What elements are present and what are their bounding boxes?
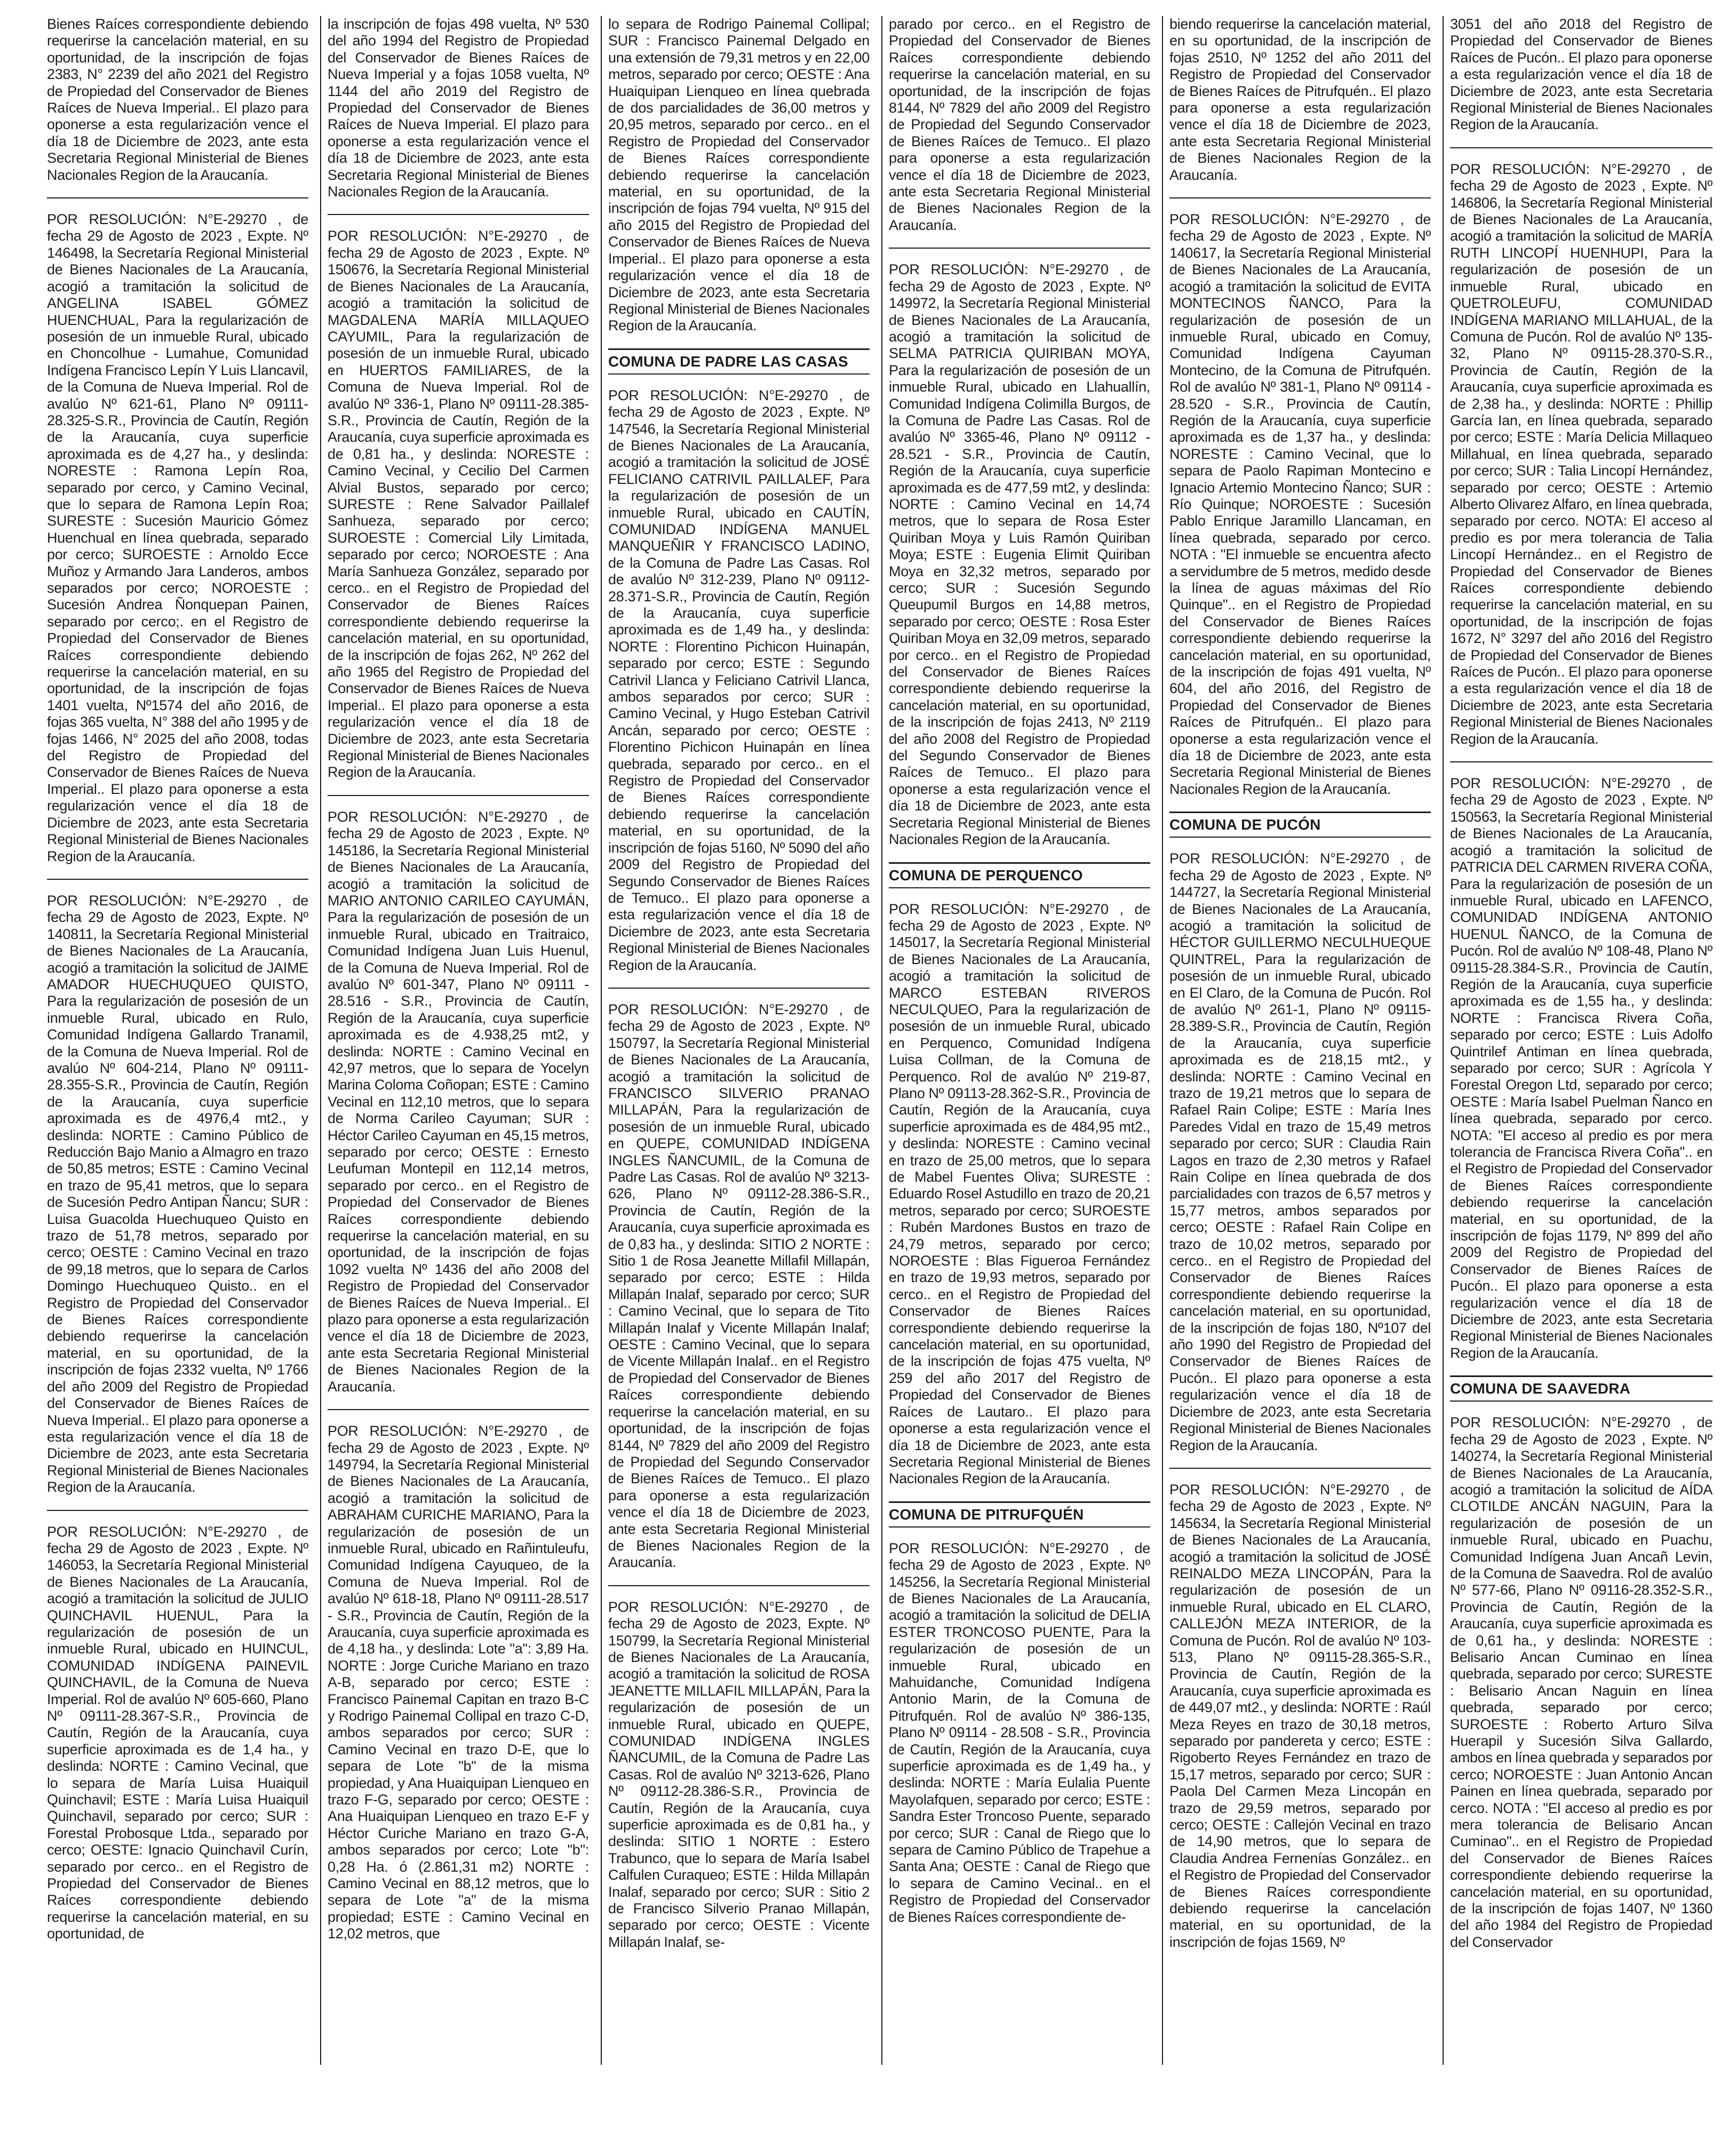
notice-text: la inscripción de fojas 498 vuelta, Nº 530 del año 1994 del Registro de Propiedad del Conservador de Bienes Raíces de Nueva Imperial y a fojas 1058 vuelta, Nº 1144 del año 2019 del Registro de Propiedad del Conservador de Bienes Raíces de Nueva Imperial. El plazo para oponerse a esta regularización vence el día 18 de Diciembre de 2023, ante esta Secretaria Regional Ministerial de Bienes Nacionales Region de la Araucanía.: [328, 16, 589, 200]
notice-separator: [1169, 1468, 1431, 1469]
section-heading: COMUNA DE PERQUENCO: [889, 862, 1150, 888]
section-heading: COMUNA DE PUCÓN: [1169, 812, 1431, 838]
notice-text: POR RESOLUCIÓN: N°E-29270 , de fecha 29 de Agosto de 2023 , Expte. Nº 149972, la Secretaría Regional Ministerial de Bienes Nacionales de La Araucanía, acogió a tramitación la solicitud de SELMA PATRICIA QUIRIBAN MOYA, Para la regularización de posesión de un inmueble Rural, ubicado en Llahuallín, Comunidad Indígena Colimilla Burgos, de la Comuna de Padre Las Casas. Rol de avalúo Nº 3365-46, Plano Nº 09112 - 28.521 - S.R., Provincia de Cautín, Región de la Araucanía, cuya superficie aproximada es de 477,59 mt2, y deslinda: NORTE : Camino Vecinal en 14,74 metros, que lo separa de Rosa Ester Quiriban Moya y Luis Ramón Quiriban Moya; ESTE : Eugenia Elimit Quiriban Moya en 32,32 metros, separado por cerco; SUR : Sucesión Segundo Queupumil Burgos en 14,88 metros, separado por cerco; OESTE : Rosa Ester Quiriban Moya en 32,09 metros, separado por cerco.. en el Registro de Propiedad del Conservador de Bienes Raíces correspondiente debiendo requerirse la cancelación material, en su oportunidad, de la inscripción de fojas 2413, Nº 2119 del año 2008 del Registro de Propiedad del Segundo Conservador de Bienes Raíces de Temuco.. El plazo para oponerse a esta regularización vence el día 18 de Diciembre de 2023, ante esta Secretaria Regional Ministerial de Bienes Nacionales Region de la Araucanía.: [889, 261, 1150, 848]
notice-text: parado por cerco.. en el Registro de Propiedad del Conservador de Bienes Raíces correspondiente debiendo requerirse la cancelación material, en su oportunidad, de la inscripción de fojas 8144, Nº 7829 del año 2009 del Registro de Propiedad del Segundo Conservador de Bienes Raíces de Temuco.. El plazo para oponerse a esta regularización vence el día 18 de Diciembre de 2023, ante esta Secretaria Regional Ministerial de Bienes Nacionales Region de la Araucanía.: [889, 16, 1150, 233]
legal-notice: [47, 1524, 308, 1943]
notice-text: POR RESOLUCIÓN: N°E-29270 , de fecha 29 de Agosto de 2023 , Expte. Nº 149794, la Secretaría Regional Ministerial de Bienes Nacionales de La Araucanía, acogió a tramitación la solicitud de ABRAHAM CURICHE MARIANO, Para la regularización de posesión de un inmueble Rural, ubicado en Rañintuleufu, Comunidad Indígena Cayuqueo, de la Comuna de Nueva Imperial. Rol de avalúo Nº 618-18, Plano Nº 09111-28.517 - S.R., Provincia de Cautín, Región de la Araucanía, cuya superficie aproximada es de 4,18 ha., y deslinda: Lote "a": 3,89 Ha. NORTE : Jorge Curiche Mariano en trazo A-B, separado por cerco; ESTE : Francisco Painemal Capitan en trazo B-C y Rodrigo Painemal Collipal en trazo C-D, ambos separados por cerco; SUR : Camino Vecinal en trazo D-E, que lo separa de Lote "b" de la misma propiedad, y Ana Huaiquipan Lienqueo en trazo F-G, separado por cerco; OESTE : Ana Huaiquipan Lienqueo en trazo E-F y Héctor Curiche Mariano en trazo G-A, ambos separados por cerco; Lote "b": 0,28 Ha. ó (2.861,31 m2) NORTE : Camino Vecinal en 88,12 metros, que lo separa de Lote "a" de la misma propiedad; ESTE : Camino Vecinal en 12,02 metros, que: [328, 1423, 589, 1942]
section-heading: COMUNA DE SAAVEDRA: [1450, 1375, 1713, 1402]
notice-text: POR RESOLUCIÓN: N°E-29270 , de fecha 29 de Agosto de 2023 , Expte. Nº 145186, la Secretaría Regional Ministerial de Bienes Nacionales de La Araucanía, acogió a tramitación la solicitud de MARIO ANTONIO CARILEO CAYUMÁN, Para la regularización de posesión de un inmueble Rural, ubicado en Traitraico, Comunidad Indígena Juan Luis Huenul, de la Comuna de Nueva Imperial. Rol de avalúo Nº 601-347, Plano Nº 09111 - 28.516 - S.R., Provincia de Cautín, Región de la Araucanía, cuya superficie aproximada es de 4.938,25 mt2, y deslinda: NORTE : Camino Vecinal en 42,97 metros, que lo separa de Yocelyn Marina Coloma Coñopan; ESTE : Camino Vecinal en 112,10 metros, que lo separa de Norma Carileo Cayuman; SUR : Héctor Carileo Cayuman en 45,15 metros, separado por cerco; OESTE : Ernesto Leufuman Montepil en 112,14 metros, separado por cerco.. en el Registro de Propiedad del Conservador de Bienes Raíces correspondiente debiendo requerirse la cancelación material, en su oportunidad, de la inscripción de fojas 1092 vuelta Nº 1436 del año 2008 del Registro de Propiedad del Conservador de Bienes Raíces de Nueva Imperial.. El plazo para oponerse a esta regularización vence el día 18 de Diciembre de 2023, ante esta Secretaria Regional Ministerial de Bienes Nacionales Region de la Araucanía.: [328, 808, 589, 1395]
legal-notice: [889, 16, 1150, 234]
legal-notice: [328, 809, 589, 1395]
legal-notice: [328, 1423, 589, 1943]
notice-text: POR RESOLUCIÓN: N°E-29270 , de fecha 29 de Agosto de 2023 , Expte. Nº 140274, la Secretaría Regional Ministerial de Bienes Nacionales de La Araucanía, acogió a tramitación la solicitud de AÍDA CLOTILDE ANCÁN NAGUIN, Para la regularización de posesión de un inmueble Rural, ubicado en Puachu, Comunidad Indígena Juan Ancañ Levin, de la Comuna de Saavedra. Rol de avalúo Nº 577-66, Plano Nº 09116-28.352-S.R., Provincia de Cautín, Región de la Araucanía, cuya superficie aproximada es de 0,61 ha., y deslinda: NORESTE : Belisario Ancan Cuminao en línea quebrada, separado por cerco; SURESTE : Belisario Ancan Naguin en línea quebrada, separado por cerco; SUROESTE : Roberto Arturo Silva Huerapil y Sucesión Silva Gallardo, ambos en línea quebrada y separados por cerco; NOROESTE : Juan Antonio Ancan Painen en línea quebrada, separado por cerco. NOTA : "El acceso al predio es por mera tolerancia de Belisario Ancan Cuminao".. en el Registro de Propiedad del Conservador de Bienes Raíces correspondiente debiendo requerirse la cancelación material, en su oportunidad, de la inscripción de fojas 1407, Nº 1360 del año 1984 del Registro de Propiedad del Conservador: [1450, 1414, 1713, 1950]
legal-notice: [328, 16, 589, 200]
column-2: [328, 16, 602, 2065]
legal-notice: [47, 211, 308, 865]
legal-notice: [1169, 16, 1431, 184]
legal-notice: [889, 1540, 1150, 1926]
column-5: [1169, 16, 1444, 2065]
notice-text: POR RESOLUCIÓN: N°E-29270 , de fecha 29 de Agosto de 2023 , Expte. Nº 146053, la Secretaría Regional Ministerial de Bienes Nacionales de La Araucanía, acogió a tramitación la solicitud de JULIO QUINCHAVIL HUENUL, Para la regularización de posesión de un inmueble Rural, ubicado en HUINCUL, COMUNIDAD INDÍGENA PAINEVIL QUINCHAVIL, de la Comuna de Nueva Imperial. Rol de avalúo Nº 605-660, Plano Nº 09111-28.367-S.R., Provincia de Cautín, Región de la Araucanía, cuya superficie aproximada es de 1,4 ha., y deslinda: NORTE : Camino Vecinal, que lo separa de María Luisa Huaiquil Quinchavil; ESTE : María Luisa Huaiquil Quinchavil, separado por cerco; SUR : Forestal Probosque Ltda., separado por cerco; OESTE: Ignacio Quinchavil Curín, separado por cerco.. en el Registro de Propiedad del Conservador de Bienes Raíces correspondiente debiendo requerirse la cancelación material, en su oportunidad, de: [47, 1523, 308, 1942]
notice-text: POR RESOLUCIÓN: N°E-29270 , de fecha 29 de Agosto de 2023 , Expte. Nº 145017, la Secretaría Regional Ministerial de Bienes Nacionales de La Araucanía, acogió a tramitación la solicitud de MARCO ESTEBAN RIVEROS NECULQUEO, Para la regularización de posesión de un inmueble Rural, ubicado en Perquenco, Comunidad Indígena Luisa Collman, de la Comuna de Perquenco. Rol de avalúo Nº 219-87, Plano Nº 09113-28.362-S.R., Provincia de Cautín, Región de la Araucanía, cuya superficie aproximada es de 484,95 mt2., y deslinda: NORESTE : Camino vecinal en trazo de 25,00 metros, que lo separa de Mabel Fuentes Oliva; SURESTE : Eduardo Rosel Astudillo en trazo de 20,21 metros, separado por cerco; SUROESTE : Rubén Mardones Bustos en trazo de 24,79 metros, separado por cerco; NOROESTE : Blas Figueroa Fernández en trazo de 19,93 metros, separado por cerco.. en el Registro de Propiedad del Conservador de Bienes Raíces correspondiente debiendo requerirse la cancelación material, en su oportunidad, de la inscripción de fojas 475 vuelta, Nº 259 del año 2017 del Registro de Propiedad del Conservador de Bienes Raíces de Lautaro.. El plazo para oponerse a esta regularización vence el día 18 de Diciembre de 2023, ante esta Secretaria Regional Ministerial de Bienes Nacionales Region de la Araucanía.: [889, 901, 1150, 1487]
notice-separator: [608, 1585, 870, 1586]
notice-text: POR RESOLUCIÓN: N°E-29270 , de fecha 29 de Agosto de 2023 , Expte. Nº 150563, la Secretaría Regional Ministerial de Bienes Nacionales de La Araucanía, acogió a tramitación la solicitud de PATRICIA DEL CARMEN RIVERA COÑA, Para la regularización de posesión de un inmueble Rural, ubicado en LAFENCO, COMUNIDAD INDÍGENA ANTONIO HUENUL ÑANCO, de la Comuna de Pucón. Rol de avalúo Nº 108-48, Plano Nº 09115-28.384-S.R., Provincia de Cautín, Región de la Araucanía, cuya superficie aproximada es de 1,55 ha., y deslinda: NORTE : Francisca Rivera Coña, separado por cerco; ESTE : Luis Adolfo Quintrilef Antiman en línea quebrada, separado por cerco; SUR : Agrícola Y Forestal Oregon Ltd, separado por cerco; OESTE : María Isabel Puelman Ñanco en línea quebrada, separado por cerco. NOTA: "El acceso al predio es por mera tolerancia de Francisca Rivera Coña".. en el Registro de Propiedad del Conservador de Bienes Raíces correspondiente debiendo requerirse la cancelación material, en su oportunidad, de la inscripción de fojas 1179, Nº 899 del año 2009 del Registro de Propiedad del Conservador de Bienes Raíces de Pucón.. El plazo para oponerse a esta regularización vence el día 18 de Diciembre de 2023, ante esta Secretaria Regional Ministerial de Bienes Nacionales Region de la Araucanía.: [1450, 775, 1713, 1361]
legal-notice: [1450, 161, 1713, 747]
legal-notice: [608, 387, 870, 974]
column-1: [47, 16, 321, 2065]
notice-text: POR RESOLUCIÓN: N°E-29270 , de fecha 29 de Agosto de 2023 , Expte. Nº 146498, la Secretaría Regional Ministerial de Bienes Nacionales de La Araucanía, acogió a tramitación la solicitud de ANGELINA ISABEL GÓMEZ HUENCHUAL, Para la regularización de posesión de un inmueble Rural, ubicado en Choncolhue - Lumahue, Comunidad Indígena Francisco Lepín Y Luis Llancavil, de la Comuna de Nueva Imperial. Rol de avalúo Nº 621-61, Plano Nº 09111-28.325-S.R., Provincia de Cautín, Región de la Araucanía, cuya superficie aproximada es de 4,27 ha., y deslinda: NORESTE : Ramona Lepín Roa, separado por cerco, y Camino Vecinal, que lo separa de Ramona Lepín Roa; SURESTE : Sucesión Mauricio Gómez Huenchual en línea quebrada, separado por cerco; SUROESTE : Arnoldo Ecce Muñoz y Armando Jara Landeros, ambos separados por cerco; NOROESTE : Sucesión Andrea Ñonquepan Painen, separado por cerco;. en el Registro de Propiedad del Conservador de Bienes Raíces correspondiente debiendo requerirse la cancelación material, en su oportunidad, de la inscripción de fojas 1401 vuelta, Nº1574 del año 2016, de fojas 365 vuelta, N° 388 del año 1995 y de fojas 1466, N° 2025 del año 2008, todas del Registro de Propiedad del Conservador de Bienes Raíces de Nueva Imperial.. El plazo para oponerse a esta regularización vence el día 18 de Diciembre de 2023, ante esta Secretaria Regional Ministerial de Bienes Nacionales Region de la Araucanía.: [47, 211, 308, 864]
notice-separator: [1450, 761, 1713, 762]
legal-notice: [608, 16, 870, 335]
notice-separator: [328, 795, 589, 796]
notice-separator: [47, 879, 308, 880]
notice-text: POR RESOLUCIÓN: N°E-29270 , de fecha 29 de Agosto de 2023 , Expte. Nº 147546, la Secretaría Regional Ministerial de Bienes Nacionales de La Araucanía, acogió a tramitación la solicitud de JOSÉ FELICIANO CATRIVIL PAILLALEF, Para la regularización de posesión de un inmueble Rural, ubicado en CAUTÍN, COMUNIDAD INDÍGENA MANUEL MANQUEÑIR Y FRANCISCO LADINO, de la Comuna de Padre Las Casas. Rol de avalúo Nº 312-239, Plano Nº 09112-28.371-S.R., Provincia de Cautín, Región de la Araucanía, cuya superficie aproximada es de 1,49 ha., y deslinda: NORTE : Florentino Pichicon Huinapán, separado por cerco; ESTE : Segundo Catrivil Llanca y Feliciano Catrivil Llanca, ambos separados por cerco; SUR : Camino Vecinal, y Hugo Esteban Catrivil Ancán, separado por cerco; OESTE : Florentino Pichicon Huinapán en línea quebrada, separado por cerco.. en el Registro de Propiedad del Conservador de Bienes Raíces correspondiente debiendo requerirse la cancelación material, en su oportunidad, de la inscripción de fojas 5160, Nº 5090 del año 2009 del Registro de Propiedad del Segundo Conservador de Bienes Raíces de Temuco.. El plazo para oponerse a esta regularización vence el día 18 de Diciembre de 2023, ante esta Secretaria Regional Ministerial de Bienes Nacionales Region de la Araucanía.: [608, 387, 870, 973]
notice-separator: [47, 1510, 308, 1511]
section-heading: COMUNA DE PITRUFQUÉN: [889, 1501, 1150, 1528]
legal-notice: [889, 901, 1150, 1487]
legal-notice: [1169, 850, 1431, 1454]
section-heading: COMUNA DE PADRE LAS CASAS: [608, 348, 870, 375]
notice-text: POR RESOLUCIÓN: N°E-29270 , de fecha 29 de Agosto de 2023 , Expte. Nº 144727, la Secretaría Regional Ministerial de Bienes Nacionales de La Araucanía, acogió a tramitación la solicitud de HÉCTOR GUILLERMO NECULHUEQUE QUINTREL, Para la regularización de posesión de un inmueble Rural, ubicado en El Claro, de la Comuna de Pucón. Rol de avalúo Nº 261-1, Plano Nº 09115-28.389-S.R., Provincia de Cautín, Región de la Araucanía, cuya superficie aproximada es de 218,15 mt2., y deslinda: NORTE : Camino Vecinal en trazo de 19,21 metros que lo separa de Rafael Rain Colipe; ESTE : María Ines Paredes Vidal en trazo de 15,49 metros separado por cerco; SUR : Claudia Rain Lagos en trazo de 2,30 metros y Rafael Rain Colipe en línea quebrada de dos parcialidades con trazos de 6,57 metros y 15,77 metros, ambos separados por cerco; OESTE : Rafael Rain Colipe en trazo de 10,02 metros, separado por cerco.. en el Registro de Propiedad del Conservador de Bienes Raíces correspondiente debiendo requerirse la cancelación material, en su oportunidad, de la inscripción de fojas 180, Nº107 del año 1990 del Registro de Propiedad del Conservador de Bienes Raíces de Pucón.. El plazo para oponerse a esta regularización vence el día 18 de Diciembre de 2023, ante esta Secretaria Regional Ministerial de Bienes Nacionales Region de la Araucanía.: [1169, 850, 1431, 1453]
legal-notice: [1169, 211, 1431, 798]
notice-text: Bienes Raíces correspondiente debiendo requerirse la cancelación material, en su oportunidad, de la inscripción de fojas 2383, N° 2239 del año 2021 del Registro de Propiedad del Conservador de Bienes Raíces de Nueva Imperial.. El plazo para oponerse a esta regularización vence el día 18 de Diciembre de 2023, ante esta Secretaria Regional Ministerial de Bienes Nacionales Region de la Araucanía.: [47, 16, 308, 183]
legal-notice: [608, 1001, 870, 1571]
column-6: [1450, 16, 1724, 2065]
notice-separator: [608, 988, 870, 989]
notice-text: POR RESOLUCIÓN: N°E-29270 , de fecha 29 de Agosto de 2023 , Expte. Nº 146806, la Secretaría Regional Ministerial de Bienes Nacionales de La Araucanía, acogió a tramitación la solicitud de MARÍA RUTH LINCOPÍ HUENHUPI, Para la regularización de posesión de un inmueble Rural, ubicado en QUETROLEUFU, COMUNIDAD INDÍGENA MARIANO MILLAHUAL, de la Comuna de Pucón. Rol de avalúo Nº 135-32, Plano Nº 09115-28.370-S.R., Provincia de Cautín, Región de la Araucanía, cuya superficie aproximada es de 2,38 ha., y deslinda: NORTE : Phillip García Ian, en línea quebrada, separado por cerco; ESTE : María Delicia Millaqueo Millahual, en línea quebrada, separado por cerco; SUR : Talia Lincopí Hernández, separado por cerco; OESTE : Artemio Alberto Olivarez Alfaro, en línea quebrada, separado por cerco. NOTA: El acceso al predio es por mera tolerancia de Talia Lincopí Hernández.. en el Registro de Propiedad del Conservador de Bienes Raíces correspondiente debiendo requerirse la cancelación material, en su oportunidad, de la inscripción de fojas 1672, N° 3297 del año 2016 del Registro de Propiedad del Conservador de Bienes Raíces de Pucón.. El plazo para oponerse a esta regularización vence el día 18 de Diciembre de 2023, ante esta Secretaria Regional Ministerial de Bienes Nacionales Region de la Araucanía.: [1450, 161, 1713, 747]
notice-text: POR RESOLUCIÓN: N°E-29270 , de fecha 29 de Agosto de 2023 , Expte. Nº 145634, la Secretaría Regional Ministerial de Bienes Nacionales de La Araucanía, acogió a tramitación la solicitud de JOSÉ REINALDO MEZA LINCOPÁN, Para la regularización de posesión de un inmueble Rural, ubicado en EL CLARO, CALLEJÓN MEZA INTERIOR, de la Comuna de Pucón. Rol de avalúo Nº 103-513, Plano Nº 09115-28.365-S.R., Provincia de Cautín, Región de la Araucanía, cuya superficie aproximada es de 449,07 mt2., y deslinda: NORTE : Raúl Meza Reyes en trazo de 30,18 metros, separado por pandereta y cerco; ESTE : Rigoberto Reyes Fernández en trazo de 15,17 metros, separado por cerco; SUR : Paola Del Carmen Meza Lincopán en trazo de 29,59 metros, separado por cerco; OESTE : Callejón Vecinal en trazo de 14,90 metros, que lo separa de Claudia Andrea Fernenías González.. en el Registro de Propiedad del Conservador de Bienes Raíces correspondiente debiendo requerirse la cancelación material, en su oportunidad, de la inscripción de fojas 1569, Nº: [1169, 1481, 1431, 1950]
notice-separator: [1169, 197, 1431, 198]
notice-text: POR RESOLUCIÓN: N°E-29270 , de fecha 29 de Agosto de 2023, Expte. Nº 150799, la Secretaría Regional Ministerial de Bienes Nacionales de La Araucanía, acogió a tramitación la solicitud de ROSA JEANETTE MILLAFIL MILLAPÁN, Para la regularización de posesión de un inmueble Rural, ubicado en QUEPE, COMUNIDAD INDÍGENA INGLES ÑANCUMIL, de la Comuna de Padre Las Casas. Rol de avalúo Nº 3213-626, Plano Nº 09112-28.386-S.R., Provincia de Cautín, Región de la Araucanía, cuya superficie aproximada es de 0,81 ha., y deslinda: SITIO 1 NORTE : Estero Trabunco, que lo separa de María Isabel Calfulen Curaqueo; ESTE : Hilda Millapán Inalaf, separado por cerco; SUR : Sitio 2 de Francisco Silverio Pranao Millapán, separado por cerco; OESTE : Vicente Millapán Inalaf, se-: [608, 1598, 870, 1950]
legal-notice: [47, 893, 308, 1496]
legal-notice: [1450, 1414, 1713, 1951]
legal-notice: [328, 228, 589, 781]
notice-text: POR RESOLUCIÓN: N°E-29270 , de fecha 29 de Agosto de 2023 , Expte. Nº 140617, la Secretaría Regional Ministerial de Bienes Nacionales de La Araucanía, acogió a tramitación la solicitud de EVITA MONTECINOS ÑANCO, Para la regularización de posesión de un inmueble Rural, ubicado en Comuy, Comunidad Indígena Cayuman Montecino, de la Comuna de Pitrufquén. Rol de avalúo Nº 381-1, Plano Nº 09114 - 28.520 - S.R., Provincia de Cautín, Región de la Araucanía, cuya superficie aproximada es de 1,37 ha., y deslinda: NORESTE : Camino Vecinal, que lo separa de Paolo Rapiman Montecino e Ignacio Artemio Montecino Ñanco; SUR : Río Quinque; NOROESTE : Sucesión Pablo Enrique Jaramillo Llancaman, en línea quebrada, separado por cerco. NOTA : "El inmueble se encuentra afecto a servidumbre de 5 metros, medido desde la línea de aguas máximas del Río Quinque".. en el Registro de Propiedad del Conservador de Bienes Raíces correspondiente debiendo requerirse la cancelación material, en su oportunidad, de la inscripción de fojas 491 vuelta, Nº 604, del año 2016, del Registro de Propiedad del Conservador de Bienes Raíces de Pitrufquén.. El plazo para oponerse a esta regularización vence el día 18 de Diciembre de 2023, ante esta Secretaria Regional Ministerial de Bienes Nacionales Region de la Araucanía.: [1169, 211, 1431, 797]
notice-separator: [1450, 147, 1713, 148]
legal-notice: [1450, 16, 1713, 133]
notice-separator: [328, 214, 589, 215]
column-4: [889, 16, 1163, 2065]
notice-text: lo separa de Rodrigo Painemal Collipal; SUR : Francisco Painemal Delgado en una extensión de 79,31 metros y en 22,00 metros, separado por cerco; OESTE : Ana Huaiquipan Lienqueo en línea quebrada de dos parcialidades de 36,00 metros y 20,95 metros, separado por cerco.. en el Registro de Propiedad del Conservador de Bienes Raíces correspondiente debiendo requerirse la cancelación material, en su oportunidad, de la inscripción de fojas 794 vuelta, Nº 915 del año 2015 del Registro de Propiedad del Conservador de Bienes Raíces de Nueva Imperial.. El plazo para oponerse a esta regularización vence el día 18 de Diciembre de 2023, ante esta Secretaria Regional Ministerial de Bienes Nacionales Region de la Araucanía.: [608, 16, 870, 334]
column-3: [608, 16, 882, 2065]
notice-separator: [328, 1409, 589, 1410]
legal-notice: [608, 1599, 870, 1951]
notice-text: POR RESOLUCIÓN: N°E-29270 , de fecha 29 de Agosto de 2023, Expte. Nº 140811, la Secretaría Regional Ministerial de Bienes Nacionales de La Araucanía, acogió a tramitación la solicitud de JAIME AMADOR HUECHUQUEO QUISTO, Para la regularización de posesión de un inmueble Rural, ubicado en Rulo, Comunidad Indígena Gallardo Tranamil, de la Comuna de Nueva Imperial. Rol de avalúo Nº 604-214, Plano Nº 09111-28.355-S.R., Provincia de Cautín, Región de la Araucanía, cuya superficie aproximada es de 4976,4 mt2., y deslinda: NORTE : Camino Público de Reducción Bajo Manio a Almagro en trazo de 50,85 metros; ESTE : Camino Vecinal en trazo de 95,41 metros, que lo separa de Sucesión Pedro Antipan Ñancu; SUR : Luisa Guacolda Huechuqueo Quisto en trazo de 51,78 metros, separado por cerco; OESTE : Camino Vecinal en trazo de 99,18 metros, que lo separa de Carlos Domingo Huechuqueo Quisto.. en el Registro de Propiedad del Conservador de Bienes Raíces correspondiente debiendo requerirse la cancelación material, en su oportunidad, de la inscripción de fojas 2332 vuelta, Nº 1766 del año 2009 del Registro de Propiedad del Conservador de Bienes Raíces de Nueva Imperial.. El plazo para oponerse a esta regularización vence el día 18 de Diciembre de 2023, ante esta Secretaria Regional Ministerial de Bienes Nacionales Region de la Araucanía.: [47, 892, 308, 1495]
notice-text: biendo requerirse la cancelación material, en su oportunidad, de la inscripción de fojas 2510, Nº 1252 del año 2011 del Registro de Propiedad del Conservador de Bienes Raíces de Pitrufquén.. El plazo para oponerse a esta regularización vence el día 18 de Diciembre de 2023, ante esta Secretaria Regional Ministerial de Bienes Nacionales Region de la Araucanía.: [1169, 16, 1431, 183]
notice-separator: [889, 248, 1150, 249]
legal-notice: [47, 16, 308, 184]
notice-separator: [47, 197, 308, 198]
notice-text: POR RESOLUCIÓN: N°E-29270 , de fecha 29 de Agosto de 2023 , Expte. Nº 145256, la Secretaría Regional Ministerial de Bienes Nacionales de La Araucanía, acogió a tramitación la solicitud de DELIA ESTER TRONCOSO PUENTE, Para la regularización de posesión de un inmueble Rural, ubicado en Mahuidanche, Comunidad Indígena Antonio Marin, de la Comuna de Pitrufquén. Rol de avalúo Nº 386-135, Plano Nº 09114 - 28.508 - S.R., Provincia de Cautín, Región de la Araucanía, cuya superficie aproximada es de 1,49 ha., y deslinda: NORTE : María Eulalia Puente Mayolafquen, separado por cerco; ESTE : Sandra Ester Troncoso Puente, separado por cerco; SUR : Canal de Riego que lo separa de Camino Público de Trapehue a Santa Ana; OESTE : Canal de Riego que lo separa de Camino Vecinal.. en el Registro de Propiedad del Conservador de Bienes Raíces correspondiente de-: [889, 1540, 1150, 1925]
notice-text: POR RESOLUCIÓN: N°E-29270 , de fecha 29 de Agosto de 2023 , Expte. Nº 150797, la Secretaría Regional Ministerial de Bienes Nacionales de La Araucanía, acogió a tramitación la solicitud de FRANCISCO SILVERIO PRANAO MILLAPÁN, Para la regularización de posesión de un inmueble Rural, ubicado en QUEPE, COMUNIDAD INDÍGENA INGLES ÑANCUMIL, de la Comuna de Padre Las Casas. Rol de avalúo Nº 3213-626, Plano Nº 09112-28.386-S.R., Provincia de Cautín, Región de la Araucanía, cuya superficie aproximada es de 0,83 ha., y deslinda: SITIO 2 NORTE : Sitio 1 de Rosa Jeanette Millafil Millapán, separado por cerco; ESTE : Hilda Millapán Inalaf, separado por cerco; SUR : Camino Vecinal, que lo separa de Tito Millapán Inalaf y Vicente Millapán Inalaf; OESTE : Camino Vecinal, que lo separa de Vicente Millapán Inalaf.. en el Registro de Propiedad del Conservador de Bienes Raíces correspondiente debiendo requerirse la cancelación material, en su oportunidad, de la inscripción de fojas 8144, Nº 7829 del año 2009 del Registro de Propiedad del Segundo Conservador de Bienes Raíces de Temuco.. El plazo para oponerse a esta regularización vence el día 18 de Diciembre de 2023, ante esta Secretaria Regional Ministerial de Bienes Nacionales Region de la Araucanía.: [608, 1001, 870, 1571]
legal-notice: [1169, 1482, 1431, 1951]
legal-notice: [889, 261, 1150, 848]
legal-notice: [1450, 775, 1713, 1362]
notice-text: 3051 del año 2018 del Registro de Propiedad del Conservador de Bienes Raíces de Pucón.. El plazo para oponerse a esta regularización vence el día 18 de Diciembre de 2023, ante esta Secretaria Regional Ministerial de Bienes Nacionales Region de la Araucanía.: [1450, 16, 1713, 133]
notice-text: POR RESOLUCIÓN: N°E-29270 , de fecha 29 de Agosto de 2023 , Expte. Nº 150676, la Secretaría Regional Ministerial de Bienes Nacionales de La Araucanía, acogió a tramitación la solicitud de MAGDALENA MARÍA MILLAQUEO CAYUMIL, Para la regularización de posesión de un inmueble Rural, ubicado en HUERTOS FAMILIARES, de la Comuna de Nueva Imperial. Rol de avalúo Nº 336-1, Plano Nº 09111-28.385-S.R., Provincia de Cautín, Región de la Araucanía, cuya superficie aproximada es de 0,81 ha., y deslinda: NORESTE : Camino Vecinal, y Cecilio Del Carmen Alvial Bustos, separado por cerco; SURESTE : Rene Salvador Paillalef Sanhueza, separado por cerco; SUROESTE : Comercial Lily Limitada, separado por cerco; NOROESTE : Ana María Sanhueza González, separado por cerco.. en el Registro de Propiedad del Conservador de Bienes Raíces correspondiente debiendo requerirse la cancelación material, en su oportunidad, de la inscripción de fojas 262, Nº 262 del año 1965 del Registro de Propiedad del Conservador de Bienes Raíces de Nueva Imperial.. El plazo para oponerse a esta regularización vence el día 18 de Diciembre de 2023, ante esta Secretaria Regional Ministerial de Bienes Nacionales Region de la Araucanía.: [328, 228, 589, 781]
